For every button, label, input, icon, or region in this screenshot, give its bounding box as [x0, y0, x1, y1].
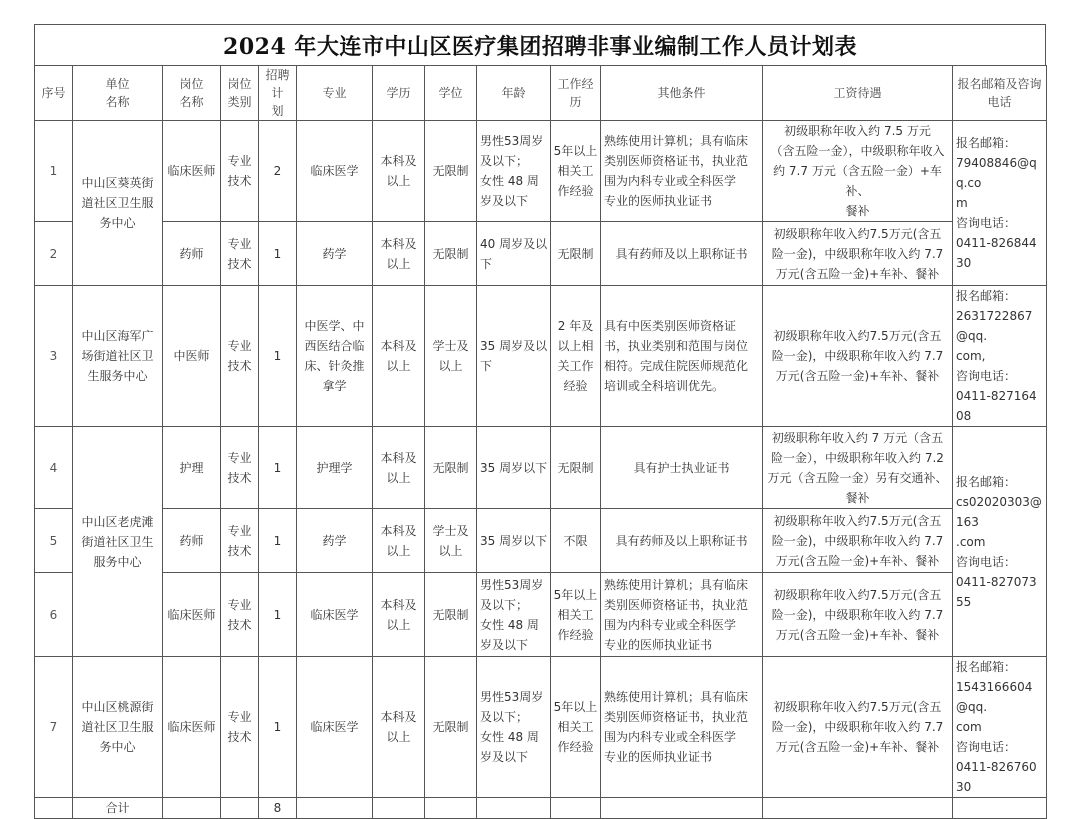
salary-cell: 初级职称年收入约7.5万元(含五 险一金)，中级职称年收入约 7.7 万元(含五险一金)+车补、餐补	[763, 657, 953, 798]
total-empty-cell	[163, 798, 221, 819]
header-seq: 序号	[35, 66, 73, 121]
experience-cell: 无限制	[551, 222, 601, 286]
header-major: 专业	[297, 66, 373, 121]
age-cell: 男性53周岁 及以下； 女性 48 周 岁及以下	[477, 573, 551, 657]
header-unit: 单位 名称	[73, 66, 163, 121]
total-label: 合计	[73, 798, 163, 819]
education-cell: 本科及 以上	[373, 509, 425, 573]
education-cell: 本科及 以上	[373, 286, 425, 427]
category-cell: 专业 技术	[221, 509, 259, 573]
seq-cell: 5	[35, 509, 73, 573]
major-cell: 临床医学	[297, 573, 373, 657]
total-empty-cell	[477, 798, 551, 819]
other-cell: 具有药师及以上职称证书	[601, 509, 763, 573]
salary-cell: 初级职称年收入约 7 万元（含五 险一金），中级职称年收入约 7.2 万元（含五险一金）另有交通补、 餐补	[763, 427, 953, 509]
contact-cell: 报名邮箱： 2631722867@qq. com, 咨询电话： 0411-82716408	[953, 286, 1047, 427]
category-cell: 专业 技术	[221, 657, 259, 798]
category-cell: 专业 技术	[221, 427, 259, 509]
degree-cell: 学士及 以上	[425, 286, 477, 427]
contact-cell: 报名邮箱： 1543166604@qq. com 咨询电话： 0411-82676030	[953, 657, 1047, 798]
other-cell: 具有中医类别医师资格证 书，执业类别和范围与岗位 相符。完成住院医师规范化 培训或全科培训优先。	[601, 286, 763, 427]
count-cell: 1	[259, 573, 297, 657]
table-row	[35, 121, 1047, 222]
post-cell: 药师	[163, 509, 221, 573]
other-cell: 具有药师及以上职称证书	[601, 222, 763, 286]
header-degree: 学位	[425, 66, 477, 121]
total-empty-cell	[373, 798, 425, 819]
table-row	[35, 657, 1047, 798]
seq-cell: 3	[35, 286, 73, 427]
other-cell: 熟练使用计算机；具有临床 类别医师资格证书，执业范 围为内科专业或全科医学 专业的医师执业证书	[601, 121, 763, 222]
count-cell: 1	[259, 286, 297, 427]
seq-cell: 4	[35, 427, 73, 509]
other-cell: 熟练使用计算机；具有临床 类别医师资格证书，执业范 围为内科专业或全科医学 专业的医师执业证书	[601, 657, 763, 798]
table-row	[35, 222, 1047, 286]
degree-cell: 无限制	[425, 427, 477, 509]
header-category: 岗位 类别	[221, 66, 259, 121]
major-cell: 临床医学	[297, 657, 373, 798]
category-cell: 专业 技术	[221, 286, 259, 427]
post-cell: 临床医师	[163, 121, 221, 222]
salary-cell: 初级职称年收入约7.5万元(含五 险一金)，中级职称年收入约 7.7 万元(含五险一金)+车补、餐补	[763, 222, 953, 286]
degree-cell: 无限制	[425, 222, 477, 286]
total-seq-cell	[35, 798, 73, 819]
major-cell: 中医学、中 西医结合临 床、针灸推 拿学	[297, 286, 373, 427]
post-cell: 临床医师	[163, 657, 221, 798]
total-empty-cell	[297, 798, 373, 819]
total-empty-cell	[763, 798, 953, 819]
seq-cell: 2	[35, 222, 73, 286]
total-empty-cell	[601, 798, 763, 819]
major-cell: 护理学	[297, 427, 373, 509]
major-cell: 药学	[297, 222, 373, 286]
salary-cell: 初级职称年收入约 7.5 万元 （含五险一金），中级职称年收入 约 7.7 万元（含五险一金）+车补、 餐补	[763, 121, 953, 222]
header-count: 招聘计 划	[259, 66, 297, 121]
total-empty-cell	[425, 798, 477, 819]
unit-cell: 中山区葵英街 道社区卫生服 务中心	[73, 121, 163, 286]
total-count: 8	[259, 798, 297, 819]
age-cell: 35 周岁以下	[477, 427, 551, 509]
header-education: 学历	[373, 66, 425, 121]
count-cell: 2	[259, 121, 297, 222]
unit-cell: 中山区海军广 场街道社区卫 生服务中心	[73, 286, 163, 427]
seq-cell: 1	[35, 121, 73, 222]
major-cell: 临床医学	[297, 121, 373, 222]
header-other: 其他条件	[601, 66, 763, 121]
post-cell: 护理	[163, 427, 221, 509]
unit-cell: 中山区桃源街 道社区卫生服 务中心	[73, 657, 163, 798]
category-cell: 专业 技术	[221, 573, 259, 657]
education-cell: 本科及 以上	[373, 657, 425, 798]
header-post: 岗位 名称	[163, 66, 221, 121]
post-cell: 中医师	[163, 286, 221, 427]
category-cell: 专业 技术	[221, 222, 259, 286]
degree-cell: 无限制	[425, 121, 477, 222]
education-cell: 本科及 以上	[373, 121, 425, 222]
salary-cell: 初级职称年收入约7.5万元(含五 险一金)，中级职称年收入约 7.7 万元(含五险一金)+车补、餐补	[763, 286, 953, 427]
post-cell: 药师	[163, 222, 221, 286]
other-cell: 具有护士执业证书	[601, 427, 763, 509]
education-cell: 本科及 以上	[373, 573, 425, 657]
degree-cell: 学士及 以上	[425, 509, 477, 573]
education-cell: 本科及 以上	[373, 427, 425, 509]
degree-cell: 无限制	[425, 657, 477, 798]
count-cell: 1	[259, 509, 297, 573]
experience-cell: 2 年及 以上相 关工作 经验	[551, 286, 601, 427]
count-cell: 1	[259, 657, 297, 798]
contact-cell: 报名邮箱： cs02020303@163 .com 咨询电话： 0411-82707355	[953, 427, 1047, 657]
header-experience: 工作经 历	[551, 66, 601, 121]
header-salary: 工资待遇	[763, 66, 953, 121]
header-contact: 报名邮箱及咨询 电话	[953, 66, 1047, 121]
count-cell: 1	[259, 222, 297, 286]
total-row	[35, 798, 1047, 819]
unit-cell: 中山区老虎滩 街道社区卫生 服务中心	[73, 427, 163, 657]
age-cell: 35 周岁以下	[477, 509, 551, 573]
degree-cell: 无限制	[425, 573, 477, 657]
experience-cell: 无限制	[551, 427, 601, 509]
salary-cell: 初级职称年收入约7.5万元(含五 险一金)，中级职称年收入约 7.7 万元(含五险一金)+车补、餐补	[763, 573, 953, 657]
salary-cell: 初级职称年收入约7.5万元(含五 险一金)，中级职称年收入约 7.7 万元(含五险一金)+车补、餐补	[763, 509, 953, 573]
experience-cell: 5年以上 相关工 作经验	[551, 121, 601, 222]
experience-cell: 5年以上 相关工 作经验	[551, 657, 601, 798]
document-title: 2024 年大连市中山区医疗集团招聘非事业编制工作人员计划表	[34, 24, 1046, 65]
header-row	[35, 66, 1047, 121]
experience-cell: 不限	[551, 509, 601, 573]
age-cell: 男性53周岁 及以下； 女性 48 周 岁及以下	[477, 657, 551, 798]
table-row	[35, 286, 1047, 427]
post-cell: 临床医师	[163, 573, 221, 657]
table-row	[35, 427, 1047, 509]
age-cell: 35 周岁及以 下	[477, 286, 551, 427]
education-cell: 本科及 以上	[373, 222, 425, 286]
header-age: 年龄	[477, 66, 551, 121]
total-empty-cell	[551, 798, 601, 819]
experience-cell: 5年以上 相关工 作经验	[551, 573, 601, 657]
total-empty-cell	[953, 798, 1047, 819]
seq-cell: 6	[35, 573, 73, 657]
total-empty-cell	[221, 798, 259, 819]
age-cell: 男性53周岁 及以下； 女性 48 周 岁及以下	[477, 121, 551, 222]
table-row	[35, 573, 1047, 657]
seq-cell: 7	[35, 657, 73, 798]
other-cell: 熟练使用计算机；具有临床 类别医师资格证书，执业范 围为内科专业或全科医学 专业的医师执业证书	[601, 573, 763, 657]
recruitment-plan-sheet	[34, 24, 1046, 819]
table-row	[35, 509, 1047, 573]
contact-cell: 报名邮箱： 79408846@qq.co m 咨询电话： 0411-82684430	[953, 121, 1047, 286]
age-cell: 40 周岁及以 下	[477, 222, 551, 286]
count-cell: 1	[259, 427, 297, 509]
category-cell: 专业 技术	[221, 121, 259, 222]
major-cell: 药学	[297, 509, 373, 573]
recruitment-table	[34, 65, 1047, 819]
